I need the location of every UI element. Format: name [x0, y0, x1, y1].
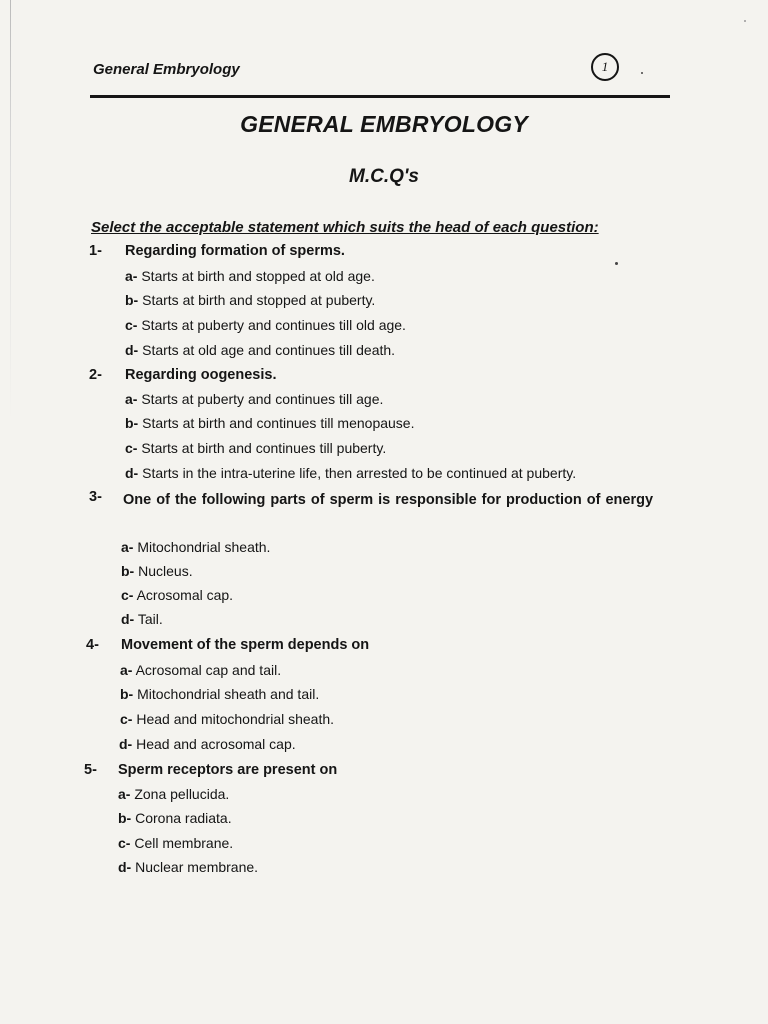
option-letter: a-	[120, 662, 133, 678]
page-subtitle: M.C.Q's	[349, 166, 419, 187]
option-text: Mitochondrial sheath and tail.	[137, 686, 320, 702]
option-text: Starts at birth and continues till puberty.	[141, 440, 387, 456]
header-rule	[90, 95, 670, 98]
option-letter: d-	[119, 736, 133, 752]
option-5d	[118, 859, 258, 875]
option-2d	[125, 465, 576, 481]
option-letter: d-	[118, 859, 132, 875]
option-text: Nucleus.	[138, 563, 193, 579]
option-letter: a-	[125, 391, 138, 407]
option-3a	[121, 539, 270, 555]
option-letter: a-	[118, 786, 131, 802]
option-text: Starts in the intra-uterine life, then arrested to be continued at puberty.	[142, 465, 577, 481]
option-letter: b-	[121, 563, 135, 579]
option-letter: b-	[125, 292, 139, 308]
option-2b	[125, 415, 415, 431]
scan-speck	[615, 262, 618, 265]
option-letter: b-	[125, 415, 139, 431]
option-letter: c-	[120, 711, 133, 727]
option-text: Mitochondrial sheath.	[137, 539, 271, 555]
option-text: Acrosomal cap.	[136, 587, 234, 603]
page-number: 1	[591, 53, 619, 81]
question-number: 3-	[89, 489, 102, 505]
option-2a	[125, 391, 383, 407]
option-letter: d-	[125, 342, 139, 358]
option-text: Cell membrane.	[134, 835, 234, 851]
option-1a	[125, 268, 375, 284]
option-letter: c-	[125, 440, 138, 456]
option-1d	[125, 342, 395, 358]
option-letter: c-	[118, 835, 131, 851]
running-head: General Embryology	[93, 61, 240, 78]
scan-speck	[744, 20, 746, 22]
option-4a	[120, 662, 281, 678]
question-text: Regarding oogenesis.	[125, 367, 277, 383]
option-4c	[120, 711, 334, 727]
question-text: Sperm receptors are present on	[118, 762, 338, 778]
option-4d	[119, 736, 296, 752]
option-text: Starts at old age and continues till death.	[142, 342, 396, 358]
option-text: Starts at puberty and continues till old age.	[141, 317, 406, 333]
question-text: Movement of the sperm depends on	[121, 637, 370, 653]
option-letter: a-	[125, 268, 138, 284]
option-text: Corona radiata.	[135, 810, 232, 826]
option-text: Head and acrosomal cap.	[136, 736, 296, 752]
option-text: Starts at puberty and continues till age.	[141, 391, 384, 407]
question-number: 4-	[86, 637, 99, 653]
question-number: 2-	[89, 367, 102, 383]
option-1b	[125, 292, 375, 308]
option-text: Nuclear membrane.	[135, 859, 259, 875]
option-5b	[118, 810, 232, 826]
instructions: Select the acceptable statement which suits the head of each question:	[91, 219, 599, 236]
scan-edge	[10, 0, 11, 420]
option-text: Head and mitochondrial sheath.	[136, 711, 335, 727]
question-text: One of the following parts of sperm is responsible for production of energy	[123, 492, 654, 508]
option-text: Starts at birth and stopped at puberty.	[142, 292, 376, 308]
option-5a	[118, 786, 229, 802]
option-3c	[121, 587, 233, 603]
option-text: Zona pellucida.	[134, 786, 230, 802]
option-letter: b-	[118, 810, 132, 826]
option-text: Tail.	[137, 611, 163, 627]
option-4b	[120, 686, 319, 702]
option-text: Acrosomal cap and tail.	[135, 662, 282, 678]
option-letter: d-	[125, 465, 139, 481]
option-3d	[121, 611, 163, 627]
option-letter: a-	[121, 539, 134, 555]
option-3b	[121, 563, 193, 579]
option-1c	[125, 317, 406, 333]
option-letter: b-	[120, 686, 134, 702]
page-title: GENERAL EMBRYOLOGY	[240, 111, 528, 137]
scan-speck	[641, 72, 643, 74]
option-text: Starts at birth and stopped at old age.	[141, 268, 375, 284]
option-letter: d-	[121, 611, 135, 627]
option-5c	[118, 835, 233, 851]
option-text: Starts at birth and continues till menopause.	[142, 415, 415, 431]
option-letter: c-	[121, 587, 134, 603]
question-number: 5-	[84, 762, 97, 778]
option-letter: c-	[125, 317, 138, 333]
question-number: 1-	[89, 243, 102, 259]
option-2c	[125, 440, 386, 456]
question-text: Regarding formation of sperms.	[125, 243, 345, 259]
